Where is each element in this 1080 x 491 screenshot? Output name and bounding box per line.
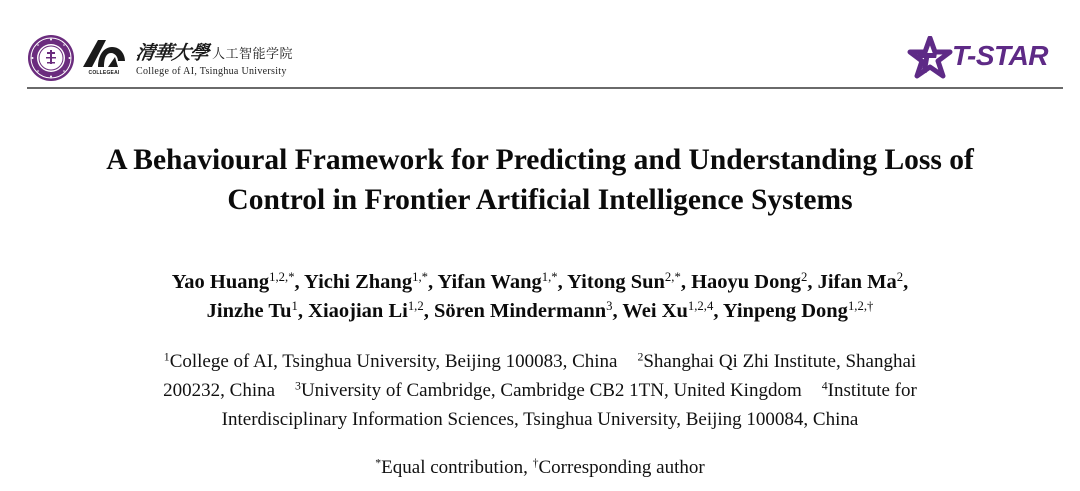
author-notes (0, 455, 1080, 481)
affiliation-continuation: Interdisciplinary Information Sciences, Tsinghua University, Beijing 100084, China (221, 409, 859, 430)
affiliation-line (0, 347, 1080, 376)
equal-contribution-symbol: * (375, 456, 382, 470)
header-divider (27, 87, 1063, 89)
affiliation-list (0, 347, 1080, 434)
author-line (0, 297, 1080, 326)
college-name-chinese: 人工智能学院 (212, 47, 294, 62)
affiliation: $^4$Institute for (821, 379, 917, 401)
tsinghua-seal-icon (27, 34, 75, 82)
author-list (0, 268, 1080, 326)
author: Sören Mindermann$^3$, (433, 299, 623, 322)
corresponding-author-note: Corresponding author (538, 457, 705, 478)
title-line: Control in Frontier Artificial Intelligence Systems (227, 184, 853, 216)
paper-title (0, 140, 1080, 220)
college-name-english: College of AI, Tsinghua University (136, 66, 287, 77)
t-star-brand-name: T-STAR (952, 40, 1049, 71)
author: Wei Xu$^{1,2,4}$, (622, 299, 723, 322)
author-line (0, 268, 1080, 297)
title-line: A Behavioural Framework for Predicting and Understanding Loss of (106, 144, 974, 176)
author: Yichi Zhang$^{1,*}$, (304, 270, 438, 293)
affiliation: $^3$University of Cambridge, Cambridge CB2 1TN, United Kingdom (295, 379, 802, 401)
author: Haoyu Dong$^2$, (691, 270, 818, 293)
author: Yifan Wang$^{1,*}$, (437, 270, 568, 293)
author: Yitong Sun$^{2,*}$, (567, 270, 692, 293)
author: Jinzhe Tu$^1$, (206, 299, 309, 322)
affiliation: $^1$College of AI, Tsinghua University, Beijing 100083, China (163, 350, 618, 372)
author: Yinpeng Dong$^{1,2,\dagger}$ (722, 299, 874, 322)
page-header (0, 0, 1080, 89)
corresponding-symbol: † (532, 456, 539, 470)
equal-contribution-note: Equal contribution, (381, 457, 533, 478)
affiliation-continuation: 200232, China (163, 380, 276, 401)
affiliation-line (0, 405, 1080, 434)
author: Xiaojian Li$^{1,2}$, (308, 299, 434, 322)
author: Yao Huang$^{1,2,*}$, (171, 270, 305, 293)
t-star-logo-icon (907, 36, 953, 80)
author: Jifan Ma$^2$, (817, 270, 909, 293)
tsinghua-calligraphy: 清華大學 (134, 42, 210, 64)
college-logo-caption: COLLEGEAI (88, 70, 120, 76)
affiliation-line (0, 376, 1080, 405)
affiliation: $^2$Shanghai Qi Zhi Institute, Shanghai (637, 350, 917, 372)
